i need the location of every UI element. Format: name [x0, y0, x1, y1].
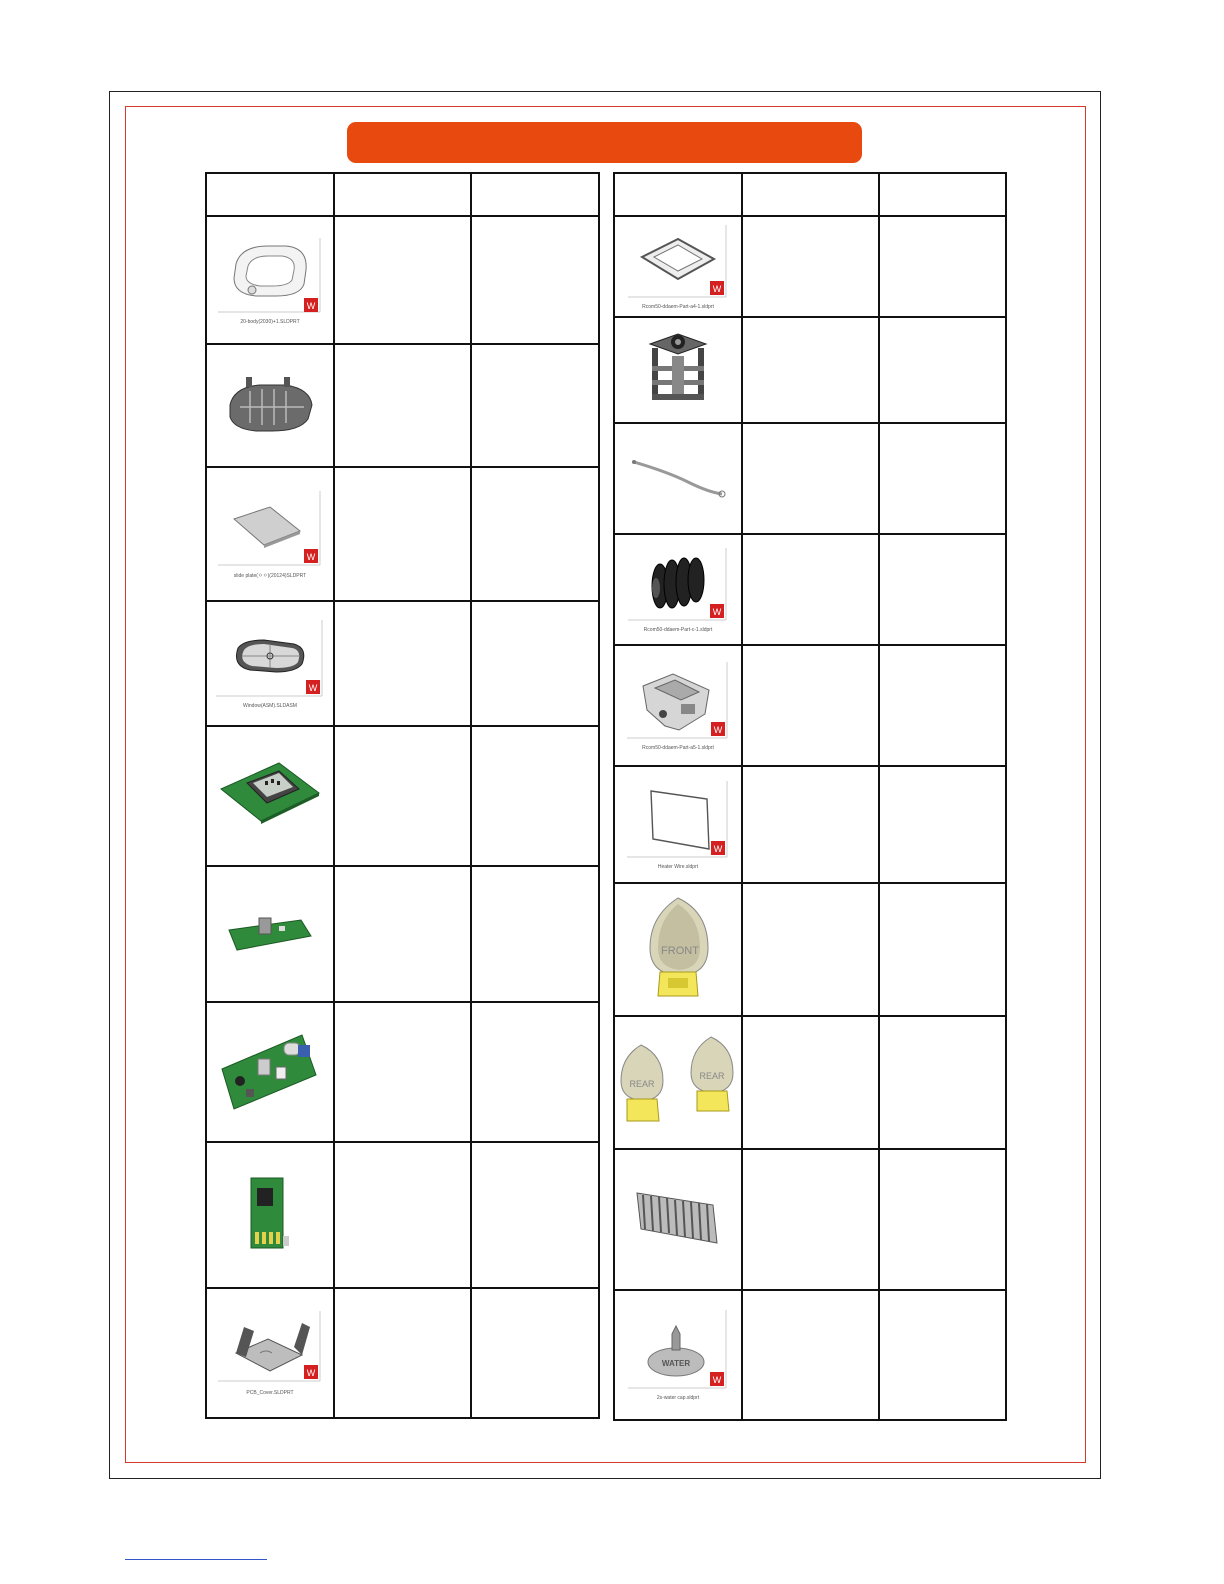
- part-qty-cell: [879, 766, 1006, 883]
- table-row: [614, 766, 1006, 883]
- part-qty-cell: [471, 601, 599, 726]
- part-image-cell: [206, 601, 334, 726]
- part-image-cell: [206, 344, 334, 467]
- footer-link-underline[interactable]: [125, 1558, 267, 1560]
- heater-wire-icon: [625, 779, 731, 870]
- rear-caps-icon: [615, 1031, 741, 1131]
- svg-text:W: W: [308, 682, 318, 693]
- part-image-cell: [614, 883, 742, 1016]
- base-tray-icon: [220, 369, 320, 439]
- part-name-cell: [334, 467, 471, 601]
- svg-text:W: W: [713, 843, 723, 854]
- part-qty-cell: [879, 1016, 1006, 1149]
- part-name-cell: [334, 1142, 471, 1288]
- part-name-cell: [742, 534, 879, 645]
- part-image-cell: [614, 645, 742, 766]
- water-cap-icon: [626, 1308, 730, 1401]
- table-row: [206, 1142, 599, 1288]
- table-row: [614, 1016, 1006, 1149]
- svg-text:W: W: [712, 1375, 722, 1385]
- window-pad-icon: [214, 618, 326, 709]
- part-qty-cell: [471, 866, 599, 1002]
- title-bar: [347, 122, 862, 163]
- power-pcb-icon: [218, 1029, 322, 1113]
- front-cap-label: FRONT: [661, 945, 699, 957]
- bracket-assembly-icon: [638, 326, 718, 412]
- part-image-cell: [206, 1002, 334, 1142]
- part-caption: Rcom50-ddaem-Part-a5-1.sldprt: [642, 744, 714, 751]
- table-row: [206, 1002, 599, 1142]
- part-image-cell: [614, 766, 742, 883]
- body-frame-icon: [216, 234, 324, 325]
- part-image-cell: [614, 534, 742, 645]
- part-name-cell: [334, 866, 471, 1002]
- chip-pcb-icon: [245, 1174, 295, 1254]
- part-qty-cell: [471, 216, 599, 344]
- part-image-cell: [614, 1149, 742, 1290]
- table-row: [614, 317, 1006, 423]
- part-qty-cell: [471, 1288, 599, 1418]
- part-name-cell: [742, 1016, 879, 1149]
- water-cap-label: WATER: [661, 1359, 691, 1368]
- part-caption: Rcom50-ddaem-Part-c-1.sldprt: [643, 626, 713, 633]
- table-row: [206, 1288, 599, 1418]
- header-cell: [742, 173, 879, 216]
- part-image-cell: [614, 1016, 742, 1149]
- table-row: [614, 423, 1006, 534]
- header-cell: [614, 173, 742, 216]
- part-caption: slide plate(ㅇㅇ)(20124)SLDPRT: [233, 572, 307, 579]
- part-qty-cell: [879, 1149, 1006, 1290]
- part-name-cell: [742, 766, 879, 883]
- table-row: [206, 344, 599, 467]
- part-qty-cell: [471, 344, 599, 467]
- part-qty-cell: [879, 1290, 1006, 1420]
- front-cap-icon: [638, 892, 718, 1004]
- table-row: [614, 1290, 1006, 1420]
- wire-icon: [628, 452, 728, 502]
- part-name-cell: [334, 726, 471, 866]
- part-name-cell: [742, 423, 879, 534]
- header-cell: [334, 173, 471, 216]
- right-parts-table: [613, 172, 1007, 1421]
- part-caption: Window(ASM).SLDASM: [243, 702, 297, 709]
- table-row: [614, 1149, 1006, 1290]
- header-cell: [471, 173, 599, 216]
- table-row: [206, 601, 599, 726]
- part-caption: 20-body(2030)+1.SLDPRT: [240, 319, 300, 325]
- left-parts-table: [205, 172, 600, 1419]
- table-row: [614, 534, 1006, 645]
- part-name-cell: [334, 1002, 471, 1142]
- part-name-cell: [742, 645, 879, 766]
- slide-plate-icon: [216, 489, 324, 579]
- table-row: [206, 216, 599, 344]
- table-row: [206, 866, 599, 1002]
- part-name-cell: [334, 344, 471, 467]
- roller-icon: [626, 546, 730, 633]
- part-caption: Rcom50-ddaem-Part-a4-1.sldprt: [642, 303, 714, 310]
- part-image-cell: [206, 467, 334, 601]
- table-row: [614, 645, 1006, 766]
- part-name-cell: [742, 1290, 879, 1420]
- svg-text:W: W: [306, 1368, 316, 1378]
- part-qty-cell: [879, 423, 1006, 534]
- part-qty-cell: [471, 726, 599, 866]
- part-qty-cell: [471, 467, 599, 601]
- svg-text:W: W: [712, 283, 722, 294]
- part-qty-cell: [879, 534, 1006, 645]
- small-pcb-icon: [225, 908, 315, 958]
- table-row: [206, 726, 599, 866]
- svg-text:W: W: [713, 724, 723, 735]
- comb-icon: [631, 1183, 725, 1253]
- svg-text:W: W: [712, 606, 722, 617]
- part-name-cell: [334, 601, 471, 726]
- part-image-cell: [614, 317, 742, 423]
- part-caption: Heater Wire.sldprt: [657, 863, 699, 870]
- part-name-cell: [742, 1149, 879, 1290]
- part-qty-cell: [879, 317, 1006, 423]
- table-header-row: [206, 173, 599, 216]
- part-qty-cell: [471, 1002, 599, 1142]
- svg-text:W: W: [306, 551, 316, 562]
- part-name-cell: [742, 216, 879, 317]
- display-pcb-icon: [217, 755, 323, 835]
- part-caption: PCB_Cover.SLDPRT: [246, 1390, 294, 1396]
- part-name-cell: [334, 1288, 471, 1418]
- part-image-cell: [206, 216, 334, 344]
- table-row: [614, 216, 1006, 317]
- part-image-cell: [614, 1290, 742, 1420]
- part-caption: 2s-water cap.sldprt: [656, 1395, 700, 1401]
- part-image-cell: [206, 726, 334, 866]
- table-row: [206, 467, 599, 601]
- part-name-cell: [334, 216, 471, 344]
- housing-icon: [625, 660, 731, 751]
- pcb-cover-icon: [216, 1309, 324, 1396]
- header-cell: [879, 173, 1006, 216]
- part-image-cell: [206, 866, 334, 1002]
- rear-cap-label: REAR: [699, 1071, 725, 1081]
- square-frame-icon: [626, 223, 730, 310]
- part-name-cell: [742, 883, 879, 1016]
- part-image-cell: [206, 1142, 334, 1288]
- part-qty-cell: [471, 1142, 599, 1288]
- part-image-cell: [206, 1288, 334, 1418]
- part-image-cell: [614, 423, 742, 534]
- part-name-cell: [742, 317, 879, 423]
- table-row: [614, 883, 1006, 1016]
- table-header-row: [614, 173, 1006, 216]
- rear-cap-label: REAR: [629, 1079, 655, 1089]
- svg-text:W: W: [306, 301, 316, 311]
- part-qty-cell: [879, 645, 1006, 766]
- part-qty-cell: [879, 883, 1006, 1016]
- part-qty-cell: [879, 216, 1006, 317]
- header-cell: [206, 173, 334, 216]
- part-image-cell: [614, 216, 742, 317]
